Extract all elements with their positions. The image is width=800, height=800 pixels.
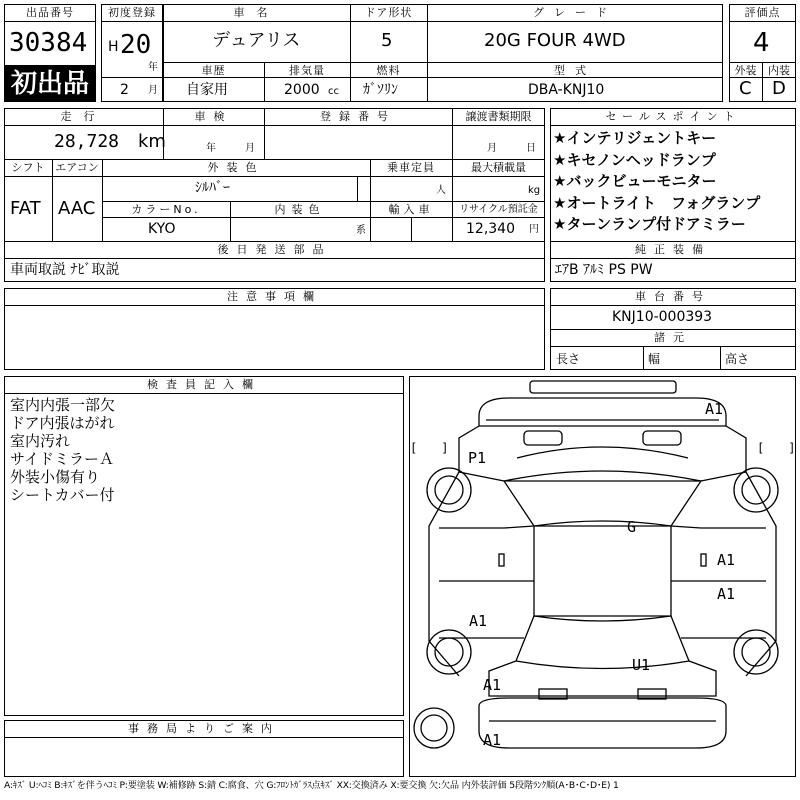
length-label: 長さ bbox=[556, 352, 581, 366]
dims-title: 諸元 bbox=[654, 331, 692, 344]
inspector-line: 室内汚れ bbox=[10, 432, 71, 450]
equipment: ｴｱB ｱﾙﾐ PS PW bbox=[555, 262, 653, 278]
year-unit: 年 bbox=[148, 62, 158, 73]
import-label: 輸入車 bbox=[388, 203, 434, 216]
sales-point: ★ターンランプ付ドアミラー bbox=[553, 215, 746, 233]
ext-label: 外装 bbox=[734, 64, 757, 77]
displacement-label: 排気量 bbox=[289, 64, 325, 77]
max-load-label: 最大積載量 bbox=[471, 161, 526, 174]
recycle: 12,340 bbox=[466, 221, 515, 237]
height-label: 高さ bbox=[725, 352, 750, 366]
inspector-title: 検査員記入欄 bbox=[147, 378, 261, 391]
inspector-line: 室内内張一部欠 bbox=[10, 396, 116, 414]
inspection-year-unit: 年 bbox=[206, 143, 216, 154]
displacement: 2000 bbox=[284, 82, 320, 98]
chassis-title: 車台番号 bbox=[635, 290, 711, 303]
model: DBA-KNJ10 bbox=[528, 82, 605, 98]
sales-points-title: セールスポイント bbox=[605, 110, 741, 123]
mark-hood: P1 bbox=[468, 449, 487, 467]
equipment-title: 純正装備 bbox=[635, 243, 711, 256]
int-color-unit: 系 bbox=[356, 225, 366, 236]
displacement-unit: cc bbox=[328, 86, 339, 97]
first-reg-label: 初度登録 bbox=[108, 6, 156, 19]
sales-point: ★オートライト フォグランプ bbox=[553, 193, 761, 212]
inspector-line: サイドミラーＡ bbox=[10, 450, 114, 468]
sales-point: ★バックビューモニター bbox=[553, 172, 717, 190]
inspection-label: 車検 bbox=[194, 110, 233, 123]
sales-points-list bbox=[553, 128, 760, 236]
inspector-line: 外装小傷有り bbox=[10, 468, 101, 486]
mileage: 28,728 bbox=[54, 131, 120, 152]
mark-left-rear-door: A1 bbox=[469, 612, 488, 630]
model-label: 型式 bbox=[554, 64, 596, 77]
history: 自家用 bbox=[186, 82, 228, 98]
reg-no-label: 登録番号 bbox=[320, 110, 396, 123]
grade: 20G FOUR 4WD bbox=[484, 30, 626, 51]
mark-right-front-door: A1 bbox=[717, 551, 736, 569]
mark-left-rear-quarter: A1 bbox=[483, 676, 502, 694]
mark-roof: G bbox=[627, 518, 637, 536]
reg-year: 20 bbox=[120, 30, 152, 60]
mileage-label: 走行 bbox=[60, 110, 107, 123]
mileage-unit: km bbox=[138, 131, 166, 152]
color-no: KYO bbox=[148, 221, 176, 237]
door-label: ドア形状 bbox=[364, 6, 413, 19]
sales-point: ★インテリジェントキー bbox=[553, 129, 717, 147]
first-listing-badge: 初出品 bbox=[4, 66, 96, 102]
ac-label: エアコン bbox=[55, 161, 99, 174]
int-grade: D bbox=[772, 78, 786, 99]
int-color-label: 内装色 bbox=[274, 203, 326, 216]
width-label: 幅 bbox=[648, 352, 661, 366]
later-parts: 車両取説 ﾅﾋﾞ取説 bbox=[10, 262, 120, 278]
later-parts-label: 後日発送部品 bbox=[217, 243, 332, 256]
bracket-left: [ ] bbox=[410, 441, 449, 455]
car-diagram bbox=[409, 376, 796, 777]
ac: AAC bbox=[58, 198, 96, 219]
grade-label: グレード bbox=[533, 6, 617, 19]
transfer-month-unit: 月 bbox=[487, 143, 497, 154]
int-label: 内装 bbox=[768, 64, 790, 77]
score: 4 bbox=[753, 28, 770, 58]
mark-front-right-fender: A1 bbox=[705, 400, 724, 418]
sales-point: ★キセノンヘッドランプ bbox=[553, 150, 716, 169]
color-no-label: カラーNo. bbox=[131, 203, 201, 216]
door-count: 5 bbox=[381, 30, 393, 51]
capacity-unit: 人 bbox=[436, 185, 446, 196]
chassis-number: KNJ10-000393 bbox=[612, 309, 713, 325]
car-name-label: 車名 bbox=[233, 6, 280, 19]
bracket-right: [ ] bbox=[757, 441, 796, 455]
recycle-label: リサイクル預託金 bbox=[459, 204, 538, 215]
lot-label: 出品番号 bbox=[26, 6, 74, 19]
transfer-label: 譲渡書類期限 bbox=[465, 110, 532, 123]
office-title: 事務局よりご案内 bbox=[128, 722, 280, 735]
recycle-unit: 円 bbox=[529, 224, 539, 235]
lot-number: 30384 bbox=[9, 28, 88, 58]
month-unit: 月 bbox=[148, 85, 158, 96]
mark-rear-bumper: A1 bbox=[483, 731, 502, 749]
inspector-notes bbox=[10, 396, 115, 504]
mark-right-rear-door: A1 bbox=[717, 585, 736, 603]
legend: A:ｷｽﾞ U:ﾍｺﾐ B:ｷｽﾞを伴うﾍｺﾐ P:要塗装 W:補修跡 S:錆 C:腐食、穴 G:ﾌﾛﾝﾄｶﾞﾗｽ点ｷｽﾞ XX:交換済み X:要交換 欠:欠品 内外装評価 5段階ﾗﾝｸ順(A･B･C･D･E) 1 bbox=[4, 780, 619, 791]
score-label: 評価点 bbox=[744, 6, 781, 19]
fuel-label: 燃料 bbox=[376, 64, 401, 77]
history-label: 車歴 bbox=[201, 64, 226, 77]
color-label: 外装色 bbox=[207, 161, 265, 174]
mark-trunk: U1 bbox=[632, 656, 651, 674]
reg-month: 2 bbox=[120, 82, 129, 98]
era: H bbox=[108, 39, 119, 55]
color: ｼﾙﾊﾞｰ bbox=[195, 180, 230, 196]
inspection-month-unit: 月 bbox=[245, 143, 255, 154]
car-name: デュアリス bbox=[212, 30, 301, 51]
transfer-day-unit: 日 bbox=[526, 143, 536, 154]
notes-title: 注意事項欄 bbox=[227, 290, 322, 303]
ext-grade: C bbox=[739, 78, 752, 99]
fuel: ｶﾞｿﾘﾝ bbox=[363, 82, 398, 98]
capacity-label: 乗車定員 bbox=[387, 161, 435, 174]
shift-label: シフト bbox=[11, 161, 45, 174]
inspector-line: ドア内張はがれ bbox=[10, 414, 115, 432]
shift: FAT bbox=[10, 198, 41, 219]
max-load-unit: kg bbox=[528, 185, 541, 196]
inspector-line: シートカバー付 bbox=[10, 486, 115, 504]
